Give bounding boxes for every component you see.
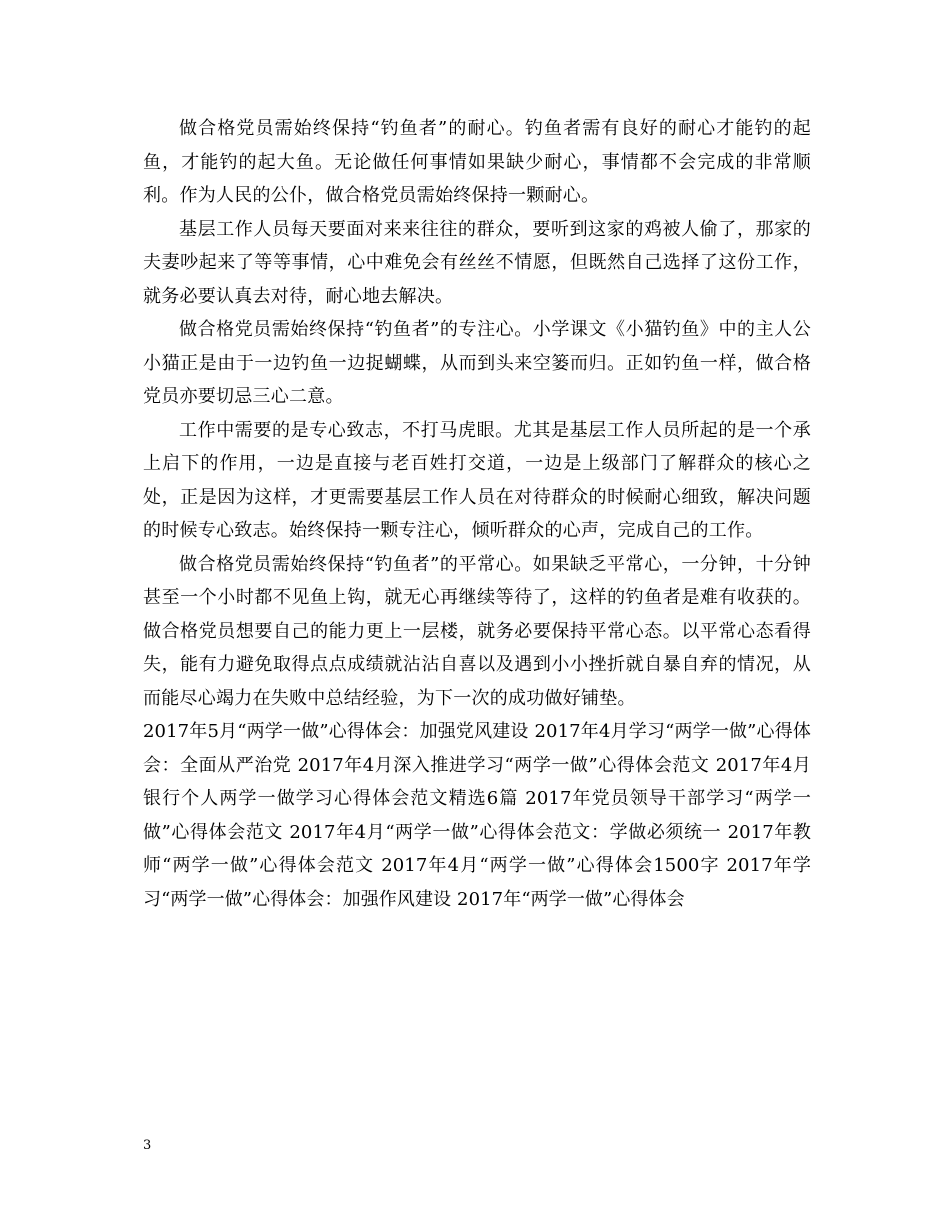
document-body <box>143 112 811 916</box>
paragraph-grassroots-patience: 基层工作人员每天要面对来来往往的群众，要听到这家的鸡被人偷了，那家的夫妻吵起来了等等事情，心中难免会有丝丝不情愿，但既然自己选择了这份工作，就务必要认真去对待，耐心地去解决。 <box>143 218 811 307</box>
page-number: 3 <box>143 1138 152 1153</box>
paragraph-patience: 做合格党员需始终保持“钓鱼者”的耐心。钓鱼者需有良好的耐心才能钓的起鱼，才能钓的起大鱼。无论做任何事情如果缺少耐心，事情都不会完成的非常顺利。作为人民的公仆，做合格党员需始终保持一颗耐心。 <box>143 118 811 206</box>
paragraph-grassroots-focus: 工作中需要的是专心致志，不打马虎眼。尤其是基层工作人员所起的是一个承上启下的作用，一边是直接与老百姓打交道，一边是上级部门了解群众的核心之处，正是因为这样，才更需要基层工作人员在对待群众的时候耐心细致，解决问题的时候专心致志。始终保持一颗专注心，倾听群众的心声，完成自己的工作。 <box>143 419 811 541</box>
related-articles-text: 2017年5月“两学一做”心得体会：加强党风建设 2017年4月学习“两学一做”心得体会：全面从严治党 2017年4月深入推进学习“两学一做”心得体会范文 2017年4月银行个人两学一做学习心得体会范文精选6篇 2017年党员领导干部学习“两学一做”心得体会范文 2017年4月“两学一做”心得体会范文：学做必须统一 2017年教师“两学一做”心得体会范文 2017年4月“两学一做”心得体会1500字 2017年学习“两学一做”心得体会：加强作风建设 2017年“两学一做”心得体会 <box>143 721 811 910</box>
paragraph-focus: 做合格党员需始终保持“钓鱼者”的专注心。小学课文《小猫钓鱼》中的主人公小猫正是由于一边钓鱼一边捉蝴蝶，从而到头来空篓而归。正如钓鱼一样，做合格党员亦要切忌三心二意。 <box>143 319 811 407</box>
paragraph-equanimity: 做合格党员需始终保持“钓鱼者”的平常心。如果缺乏平常心，一分钟，十分钟甚至一个小时都不见鱼上钩，就无心再继续等待了，这样的钓鱼者是难有收获的。做合格党员想要自己的能力更上一层楼，就务必要保持平常心态。以平常心态看得失，能有力避免取得点点成绩就沾沾自喜以及遇到小小挫折就自暴自弃的情况，从而能尽心竭力在失败中总结经验，为下一次的成功做好铺垫。 <box>143 553 811 709</box>
